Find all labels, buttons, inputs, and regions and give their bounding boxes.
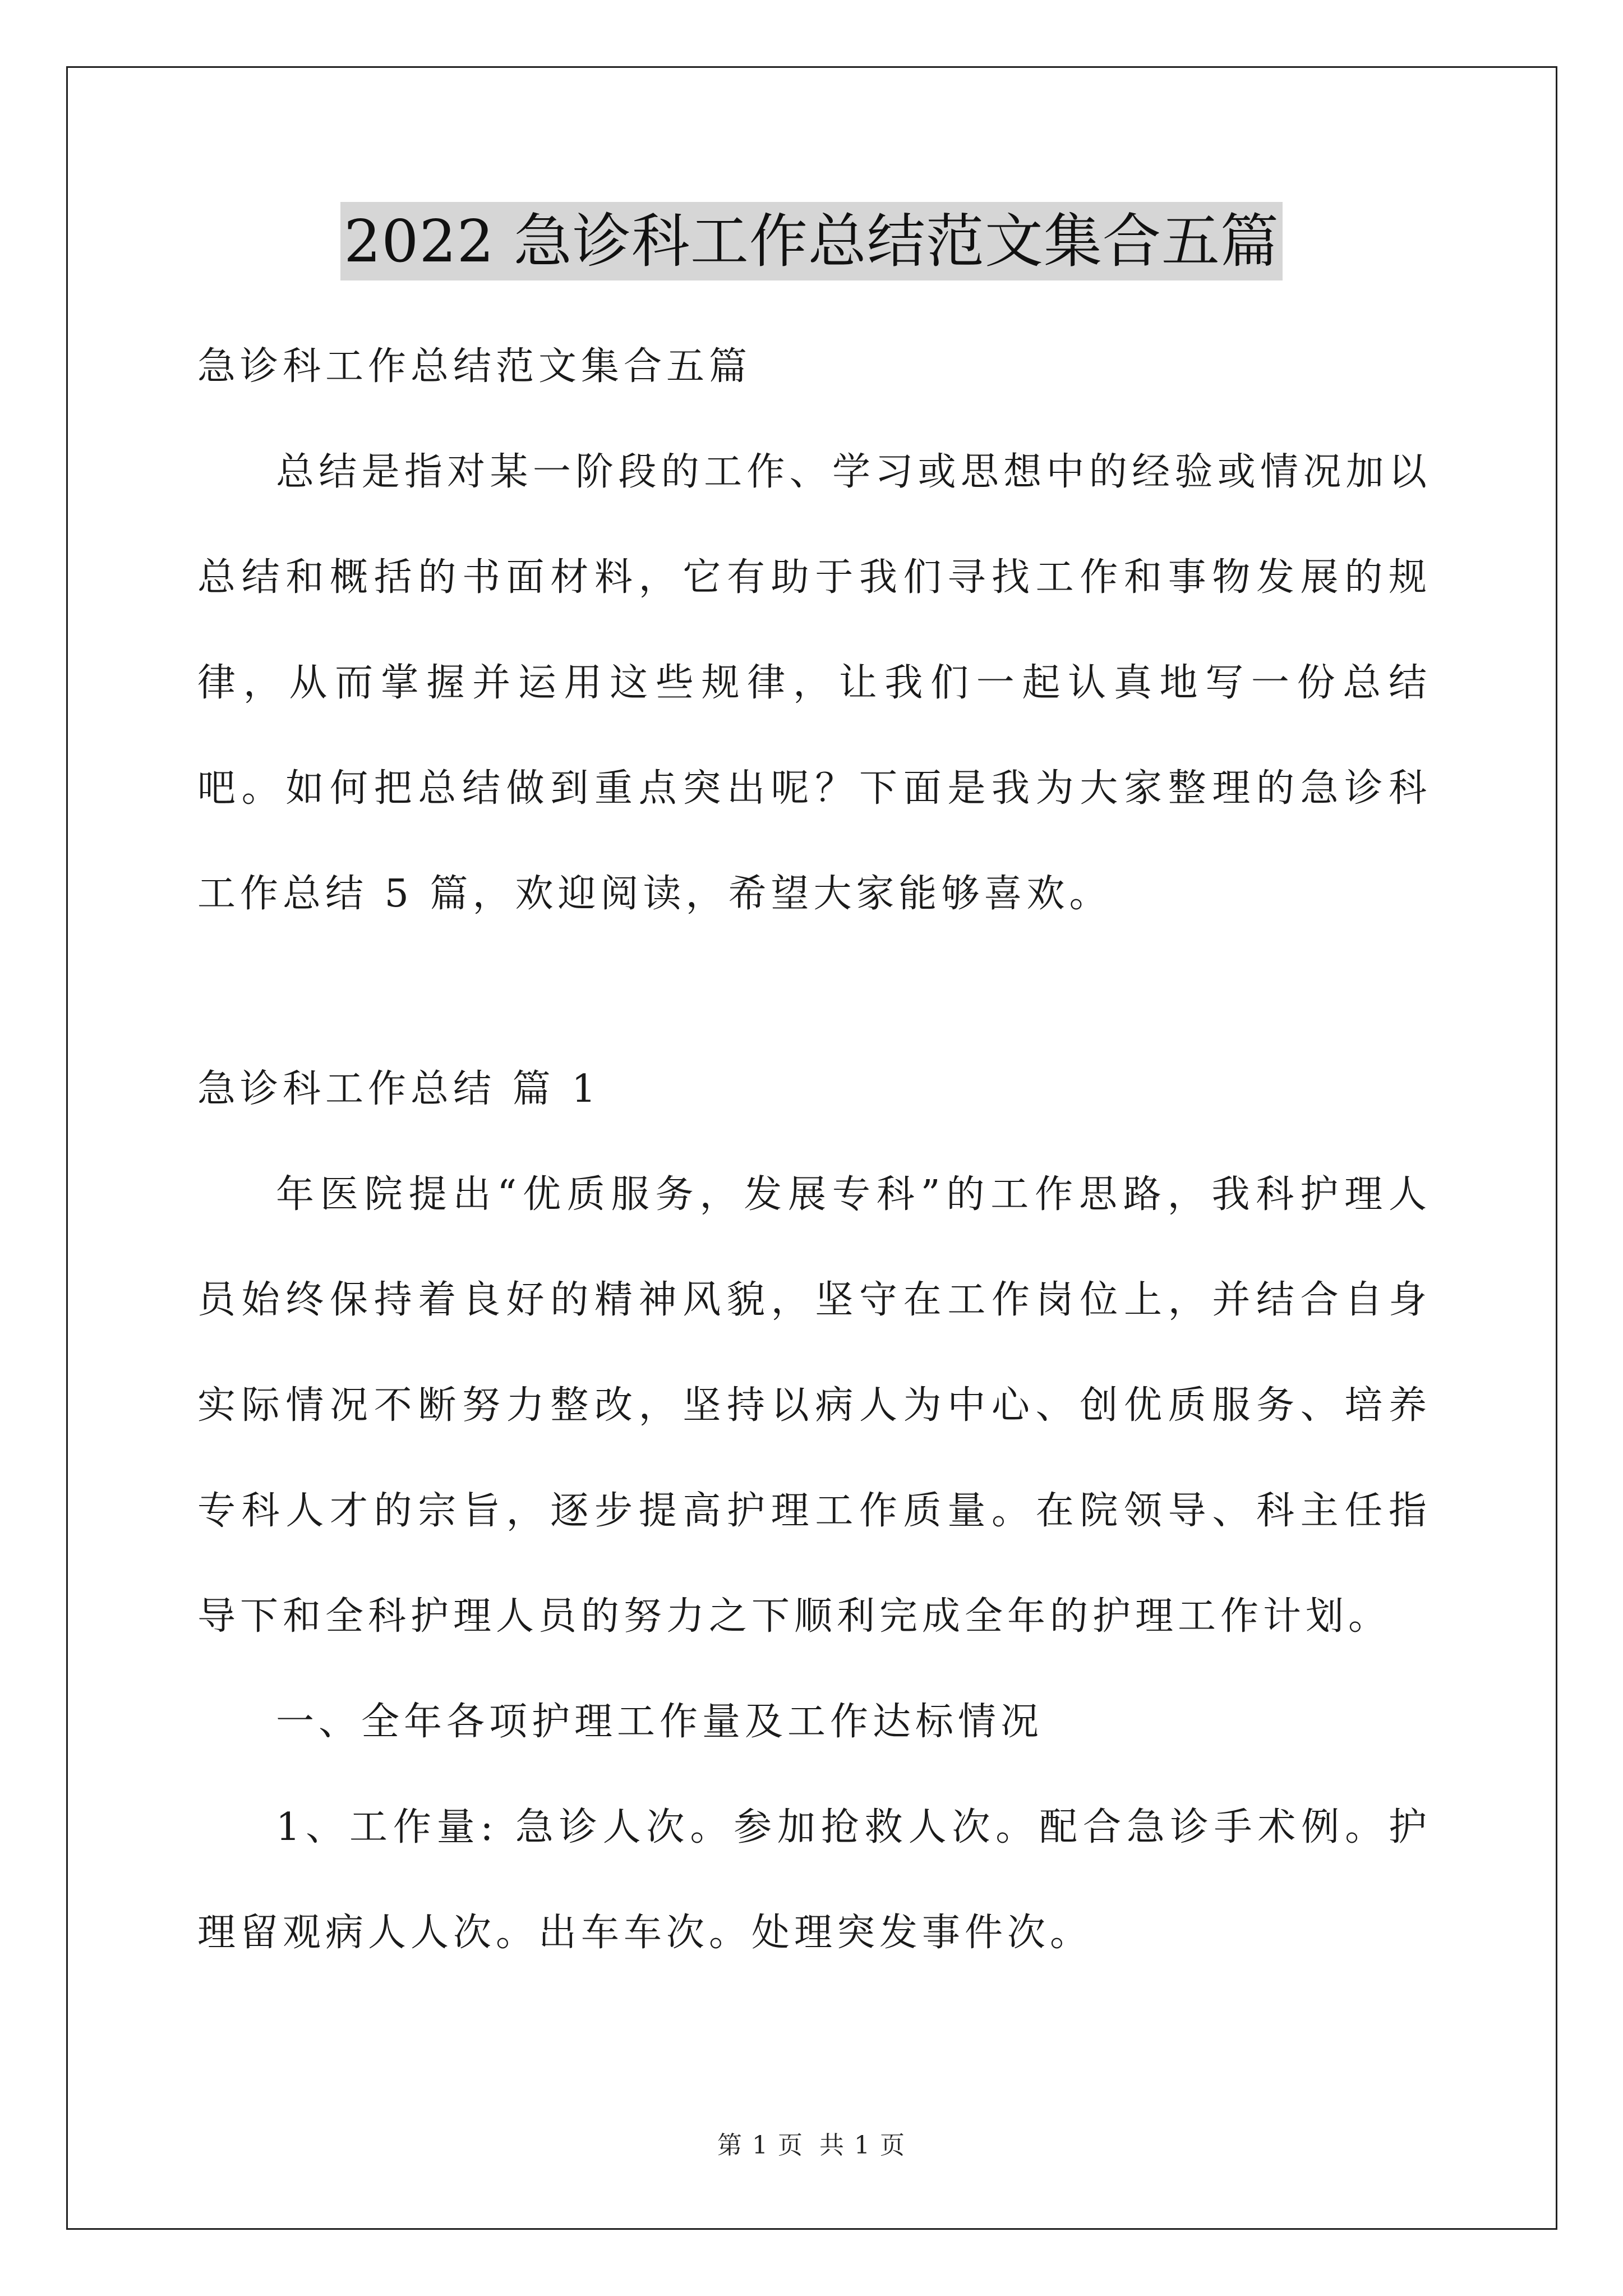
spacer [197,947,1431,1037]
section-paragraph: 年医院提出“优质服务，发展专科”的工作思路，我科护理人员始终保持着良好的精神风貌，坚守在工作岗位上，并结合自身实际情况不断努力整改，坚持以病人为中心、创优质服务、培养专科人才的宗旨，逐步提高护理工作质量。在院领导、科主任指导下和全科护理人员的努力之下顺利完成全年的护理工作计划。 [197,1172,1431,1639]
section-heading: 急诊科工作总结 篇 1 [197,1067,601,1111]
intro-paragraph: 总结是指对某一阶段的工作、学习或思想中的经验或情况加以总结和概括的书面材料，它有助于我们寻找工作和事物发展的规律，从而掌握并运用这些规律，让我们一起认真地写一份总结吧。如何把总结做到重点突出呢？下面是我为大家整理的急诊科工作总结 5 篇，欢迎阅读，希望大家能够喜欢。 [197,450,1431,916]
subsection-heading: 一、全年各项护理工作量及工作达标情况 [276,1700,1044,1744]
document-subtitle: 急诊科工作总结范文集合五篇 [197,344,752,389]
list-item: 1、工作量: 急诊人次。参加抢救人次。配合急诊手术例。护理留观病人人次。出车车次。处理突发事件次。 [197,1805,1431,1955]
document-title: 2022 急诊科工作总结范文集合五篇 [340,202,1283,280]
document-body [197,314,1431,1986]
page-footer [0,2125,1623,2161]
page-total: 共 1 页 [819,2131,906,2160]
title-container [0,202,1623,280]
page-number: 第 1 页 [717,2131,804,2160]
